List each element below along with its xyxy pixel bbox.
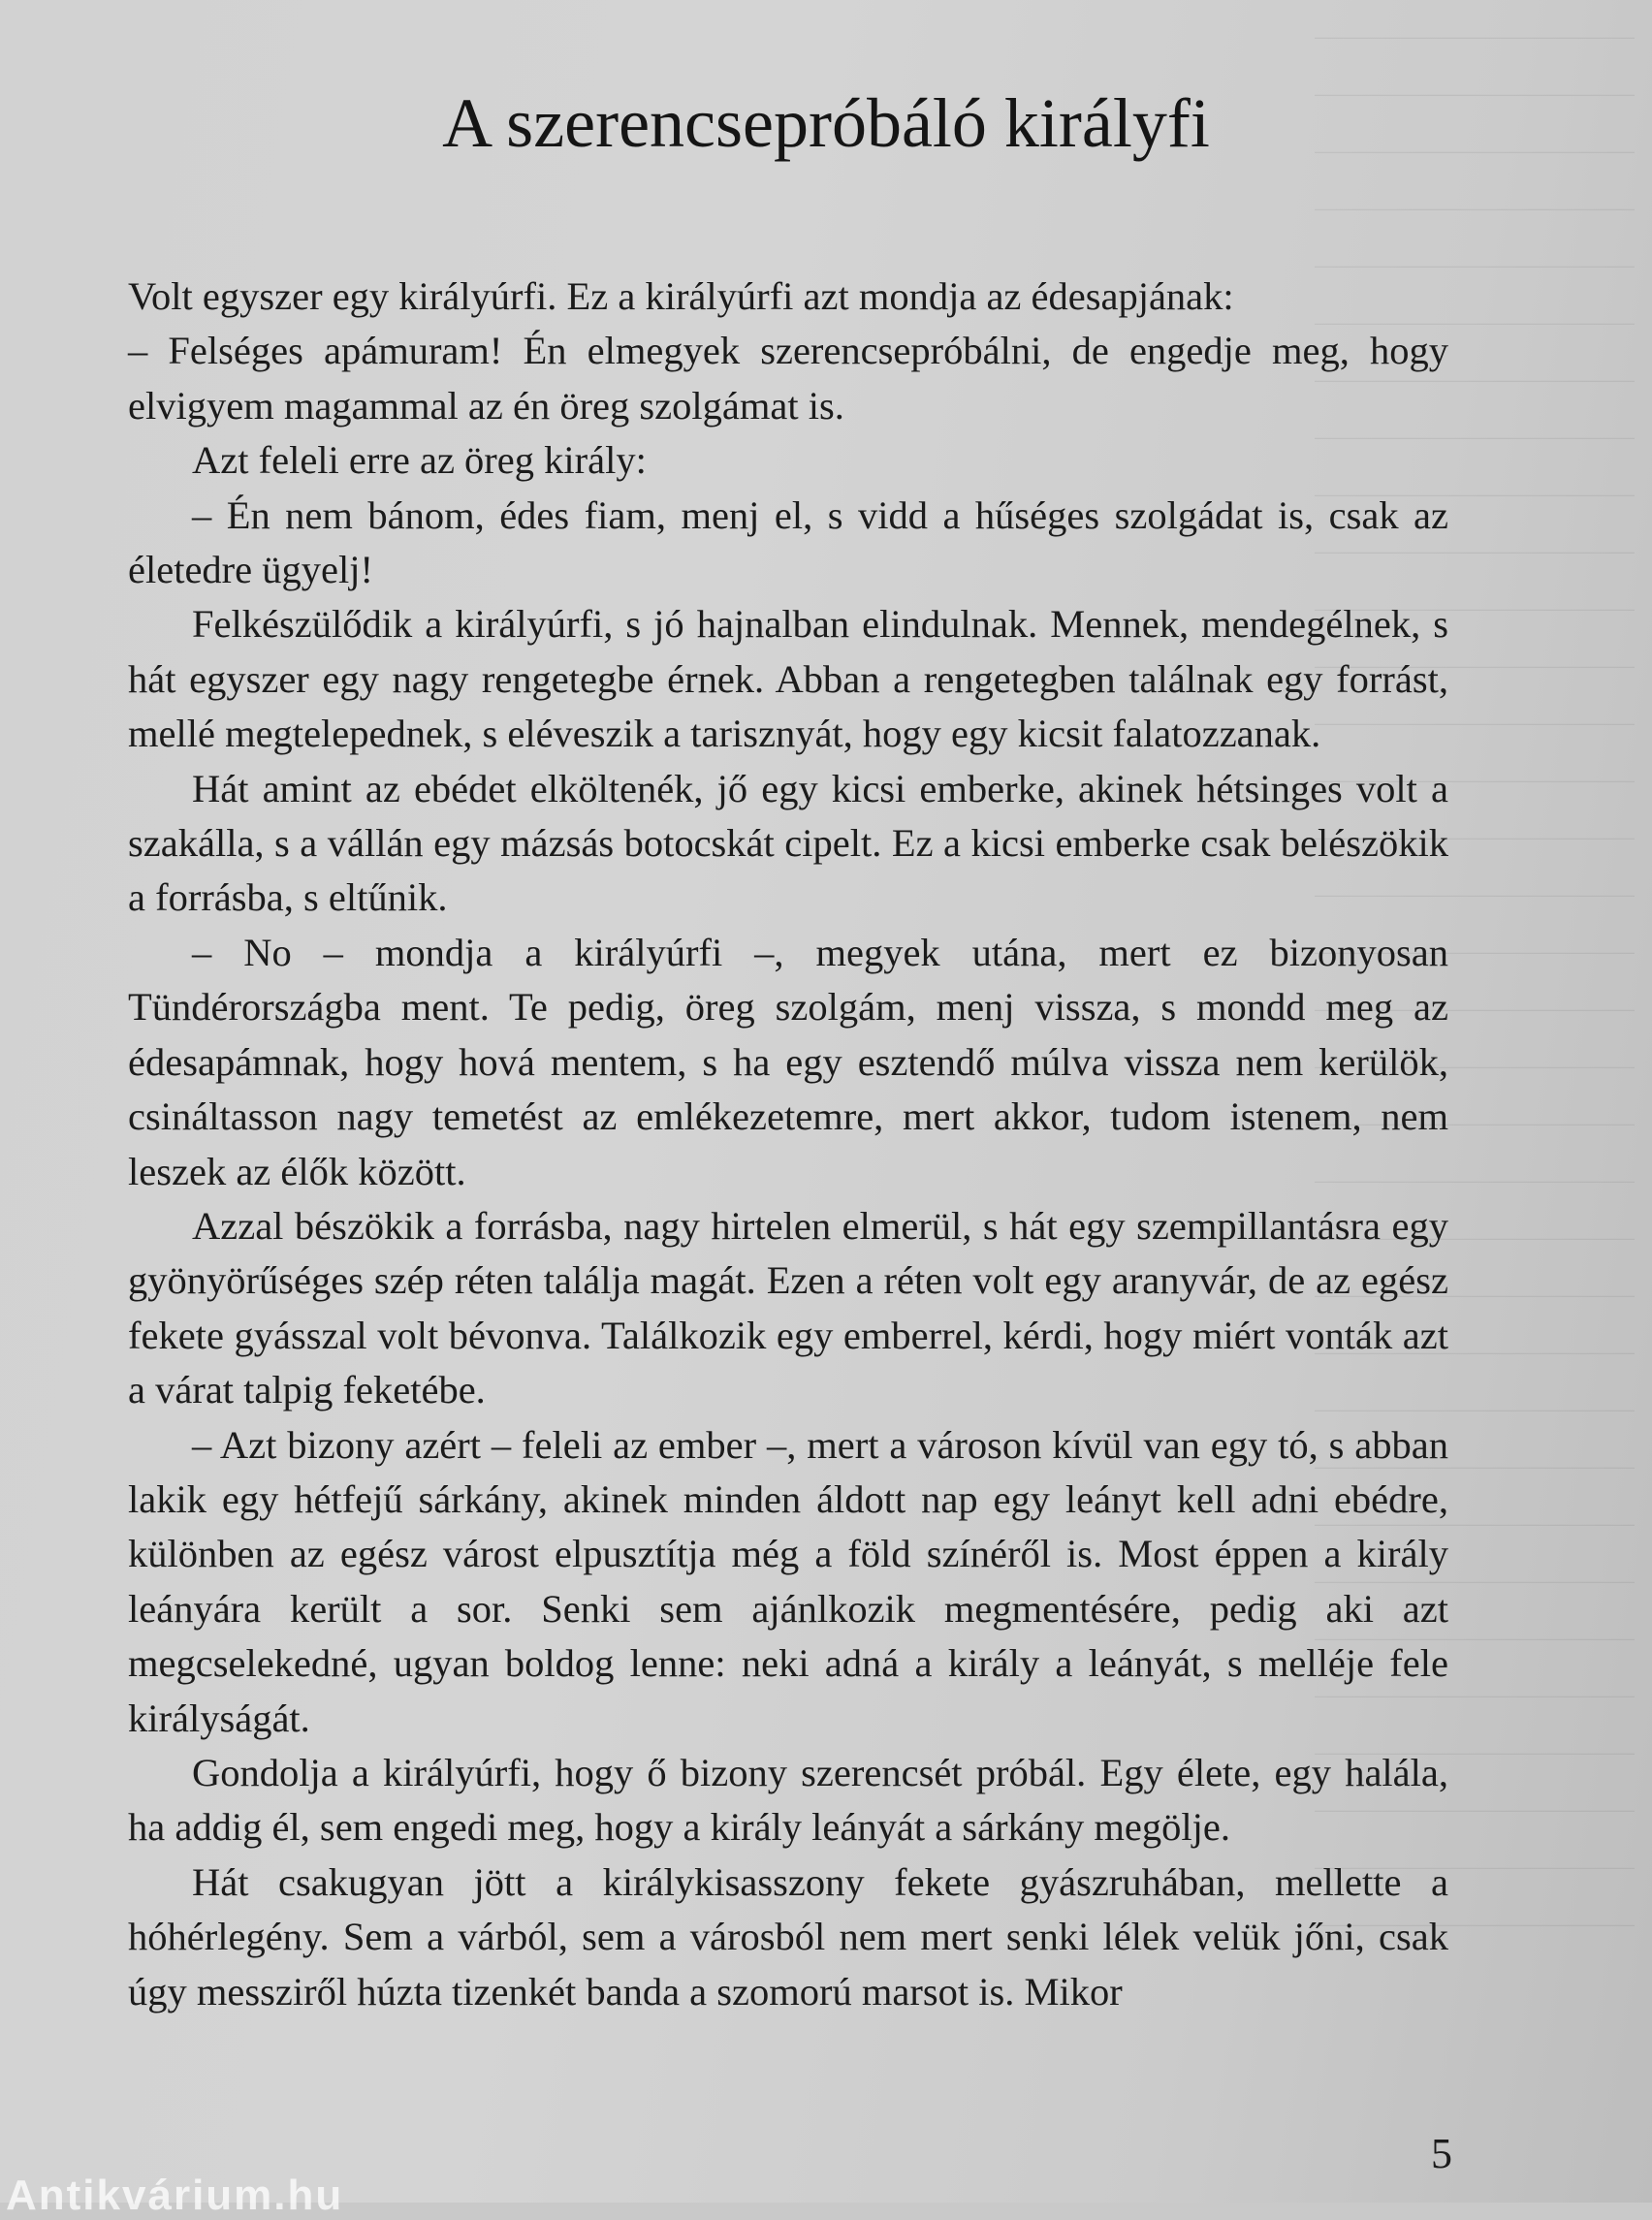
paragraph: – No – mondja a királyúrfi –, megyek utána, mert ez bizonyosan Tündérországba ment. Te pedig, öreg szolgám, menj vissza, s mondd meg az édesapámnak, hogy hová mentem, s ha egy esztendő múlva vissza nem kerülök, csináltasson nagy temetést az emlékezetemre, mert akkor, tudom istenem, nem leszek az élők között. bbox=[128, 930, 1448, 1193]
paragraph: – Azt bizony azért – feleli az ember –, mert a városon kívül van egy tó, s abban lakik egy hétfejű sárkány, akinek minden áldott nap egy leányt kell adni ebédre, különben az egész várost elpusztítja még a föld színéről is. Most éppen a király leányára került a sor. Senki sem ajánlkozik megmentésére, pedig aki azt megcselekedné, ugyan boldog lenne: neki adná a király a leányát, s melléje fele királyságát. bbox=[128, 1422, 1448, 1740]
paragraph: Azzal bészökik a forrásba, nagy hirtelen elmerül, s hát egy szempillantásra egy gyönyörűséges szép réten találja magát. Ezen a réten volt egy aranyvár, de az egész fekete gyásszal volt bévonva. Találkozik egy emberrel, kérdi, hogy miért vonták azt a várat talpig feketébe. bbox=[128, 1203, 1448, 1412]
paragraph: Felkészülődik a királyúrfi, s jó hajnalban elindulnak. Mennek, mendegélnek, s hát egyszer egy nagy rengetegbe érnek. Abban a rengetegben találnak egy forrást, mellé megtelepednek, s eléveszik a tarisznyát, hogy egy kicsit falatozzanak. bbox=[128, 602, 1448, 756]
paragraph: – Én nem bánom, édes fiam, menj el, s vidd a hűséges szolgádat is, csak az életedre ügyelj! bbox=[128, 492, 1448, 592]
page-title: A szerencsepróbáló királyfi bbox=[442, 84, 1210, 162]
watermark: Antikvárium.hu bbox=[6, 2172, 344, 2219]
paragraph: – Felséges apámuram! Én elmegyek szerencsepróbálni, de engedje meg, hogy elvigyem magammal az én öreg szolgámat is. bbox=[128, 329, 1448, 428]
paragraph: Hát csakugyan jött a királykisasszony fekete gyászruhában, mellette a hóhérlegény. Sem a várból, sem a városból nem mert senki lélek velük jőni, csak úgy messziről húzta tizenkét banda a szomorú marsot is. Mikor bbox=[128, 1859, 1448, 2014]
paragraph: Volt egyszer egy királyúrfi. Ez a királyúrfi azt mondja az édesapjának: bbox=[128, 274, 1234, 318]
paragraph: Azt feleli erre az öreg király: bbox=[192, 438, 647, 483]
page-number: 5 bbox=[1431, 2130, 1452, 2177]
story-text bbox=[128, 270, 1448, 2019]
paragraph: Gondolja a királyúrfi, hogy ő bizony szerencsét próbál. Egy élete, egy halála, ha addig él, sem engedi meg, hogy a király leányát a sárkány megölje. bbox=[128, 1750, 1448, 1850]
paragraph: Hát amint az ebédet elköltenék, jő egy kicsi emberke, akinek hétsinges volt a szakálla, s a vállán egy mázsás botocskát cipelt. Ez a kicsi emberke csak belészökik a forrásba, s eltűnik. bbox=[128, 766, 1448, 920]
